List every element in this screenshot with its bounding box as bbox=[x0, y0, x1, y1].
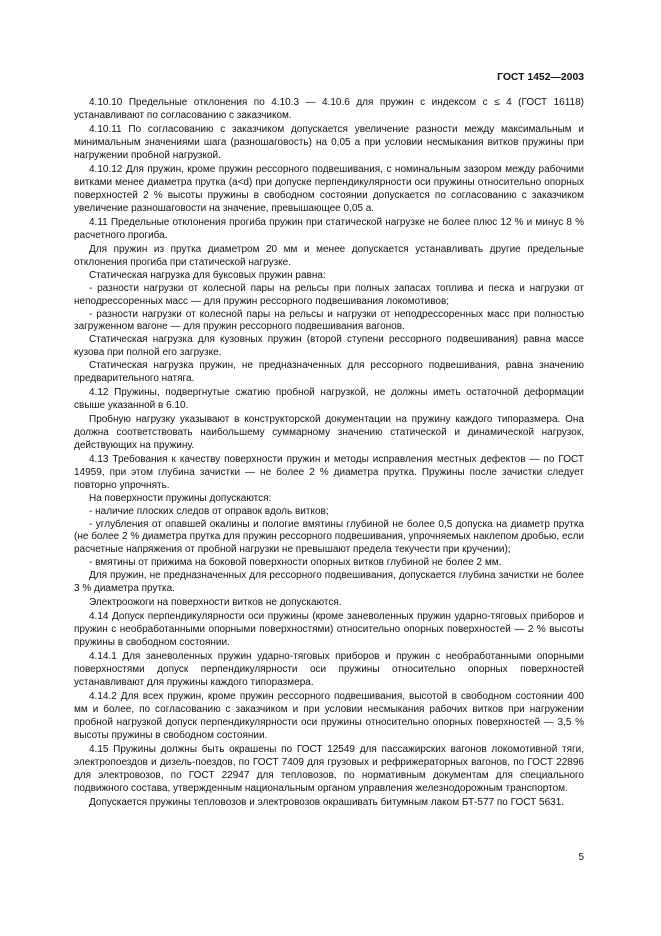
paragraph-4-11: 4.11 Предельные отклонения прогиба пружин при статической нагрузке не более плюс 12 % и минус 8 % расчетного прогиба. bbox=[74, 217, 584, 241]
paragraph-4-12: 4.12 Пружины, подвергнутые сжатию пробной нагрузкой, не должны иметь остаточной деформации свыше указанной в 6.10. bbox=[74, 387, 584, 411]
paragraph-4-14: 4.14 Допуск перпендикулярности оси пружины (кроме заневоленных пружин ударно-тяговых приборов и пружин с необработанными опорными поверхностями) относительно опорных поверхностей — 2 % высоты пружины в свободном состоянии. bbox=[74, 611, 584, 649]
document-body bbox=[74, 97, 584, 810]
paragraph-4-10-10: 4.10.10 Предельные отклонения по 4.10.3 — 4.10.6 для пружин с индексом c ≤ 4 (ГОСТ 16118) устанавливают по согласованию с заказчиком. bbox=[74, 97, 584, 121]
paragraph-axle-static-load: Статическая нагрузка для буксовых пружин равна: bbox=[89, 269, 326, 281]
paragraph-surface-allowed: На поверхности пружины допускаются: bbox=[89, 492, 272, 504]
paragraph-4-15: 4.15 Пружины должны быть окрашены по ГОСТ 12549 для пассажирских вагонов локомотивной тяги, электропоездов и дизель-поездов, по ГОСТ 7409 для грузовых и рефрижераторных вагонов, по ГОСТ 22896 для электровозов, по ГОСТ 22947 для тепловозов, по нормативным документам для специального подвижного состава, утвержденным национальным органом управления железнодорожным транспортом. bbox=[74, 744, 584, 794]
paragraph-locomotive-item: - разности нагрузки от колесной пары на рельсы при полных запасах топлива и песка и нагрузки от неподрессоренных масс — для пружин рессорного подвешивания локомотивов; bbox=[74, 282, 584, 307]
paragraph-clamp-dents: - вмятины от прижима на боковой поверхности опорных витков глубиной не более 2 мм. bbox=[89, 557, 502, 569]
paragraph-wagon-item: - разности нагрузки от колесной пары на рельсы и нагрузки от неподрессоренных масс при полностью загруженном вагоне — для пружин рессорного подвешивания вагонов. bbox=[74, 308, 584, 333]
paragraph-4-13: 4.13 Требования к качеству поверхности пружин и методы исправления местных дефектов — по ГОСТ 14959, при этом глубина зачистки — не более 2 % диаметра прутка. Пружины после зачистки следует повторно упрочнять. bbox=[74, 454, 584, 491]
paragraph-test-load: Пробную нагрузку указывают в конструкторской документации на пружину каждого типоразмера. Она должна соответствовать наибольшему суммарному значению статической и динамической нагрузок, действующих на пружину. bbox=[74, 414, 584, 451]
paragraph-4-14-2: 4.14.2 Для всех пружин, кроме пружин рессорного подвешивания, высотой в свободном состоянии 400 мм и более, по согласованию с заказчиком и при условии несмыкания рабочих витков при нагружении пробной нагрузкой допуск перпендикулярности оси пружины относительно опорных поверхностей — 3,5 % высоты пружины в свободном состоянии. bbox=[74, 691, 584, 741]
paragraph-4-10-12: 4.10.12 Для пружин, кроме пружин рессорного подвешивания, с номинальным зазором между рабочими витками менее диаметра прутка (a<d) при допуске перпендикулярности оси пружины относительно опорных поверхностей 2 % высоты пружины в свободном состоянии допускается по согласованию с заказчиком увеличение разношаговости на значение, превышающее 0,05 a. bbox=[74, 164, 584, 214]
paragraph-4-14-1: 4.14.1 Для заневоленных пружин ударно-тяговых приборов и пружин с необработанными опорными поверхностями допуск перпендикулярности оси пружины относительно опорных поверхностей устанавливают для пружины каждого типоразмера. bbox=[74, 651, 584, 689]
paragraph-pretension: Статическая нагрузка пружин, не предназначенных для рессорного подвешивания, равна значению предварительного натяга. bbox=[74, 359, 584, 384]
paragraph-body-springs: Статическая нагрузка для кузовных пружин (второй ступени рессорного подвешивания) равна массе кузова при полной его загрузке. bbox=[74, 334, 584, 359]
paragraph-electro-burns: Электроожоги на поверхности витков не допускаются. bbox=[89, 597, 342, 609]
page-number: 5 bbox=[578, 852, 584, 863]
paragraph-4-10-11: 4.10.11 По согласованию с заказчиком допускается увеличение разности между максимальным и минимальным значениями шага (разношаговость) на 0,05 a при условии несмыкания витков пружины при нагружении пробной нагрузкой. bbox=[74, 124, 584, 161]
paragraph-deflection-note: Для пружин из прутка диаметром 20 мм и менее допускается устанавливать другие предельные отклонения прогиба при статической нагрузке. bbox=[74, 244, 584, 269]
document-header-standard: ГОСТ 1452—2003 bbox=[497, 72, 584, 83]
paragraph-mandrel-marks: - наличие плоских следов от оправок вдоль витков; bbox=[89, 505, 329, 517]
paragraph-bitumen-varnish: Допускается пружины тепловозов и электровозов окрашивать битумным лаком БТ-577 по ГОСТ 5631. bbox=[89, 797, 565, 809]
paragraph-cleaning-depth: Для пружин, не предназначенных для рессорного подвешивания, допускается глубина зачистки не более 3 % диаметра прутка. bbox=[74, 569, 584, 594]
paragraph-scale-dents: - углубления от опавшей окалины и пологие вмятины глубиной не более 0,5 допуска на диаметр прутка (не более 2 % диаметра прутка для пружин рессорного подвешивания, упрочняемых наклепом дробью, если расчетные напряжения от пробной нагрузки не превышают предела текучести при кручении); bbox=[74, 518, 584, 556]
